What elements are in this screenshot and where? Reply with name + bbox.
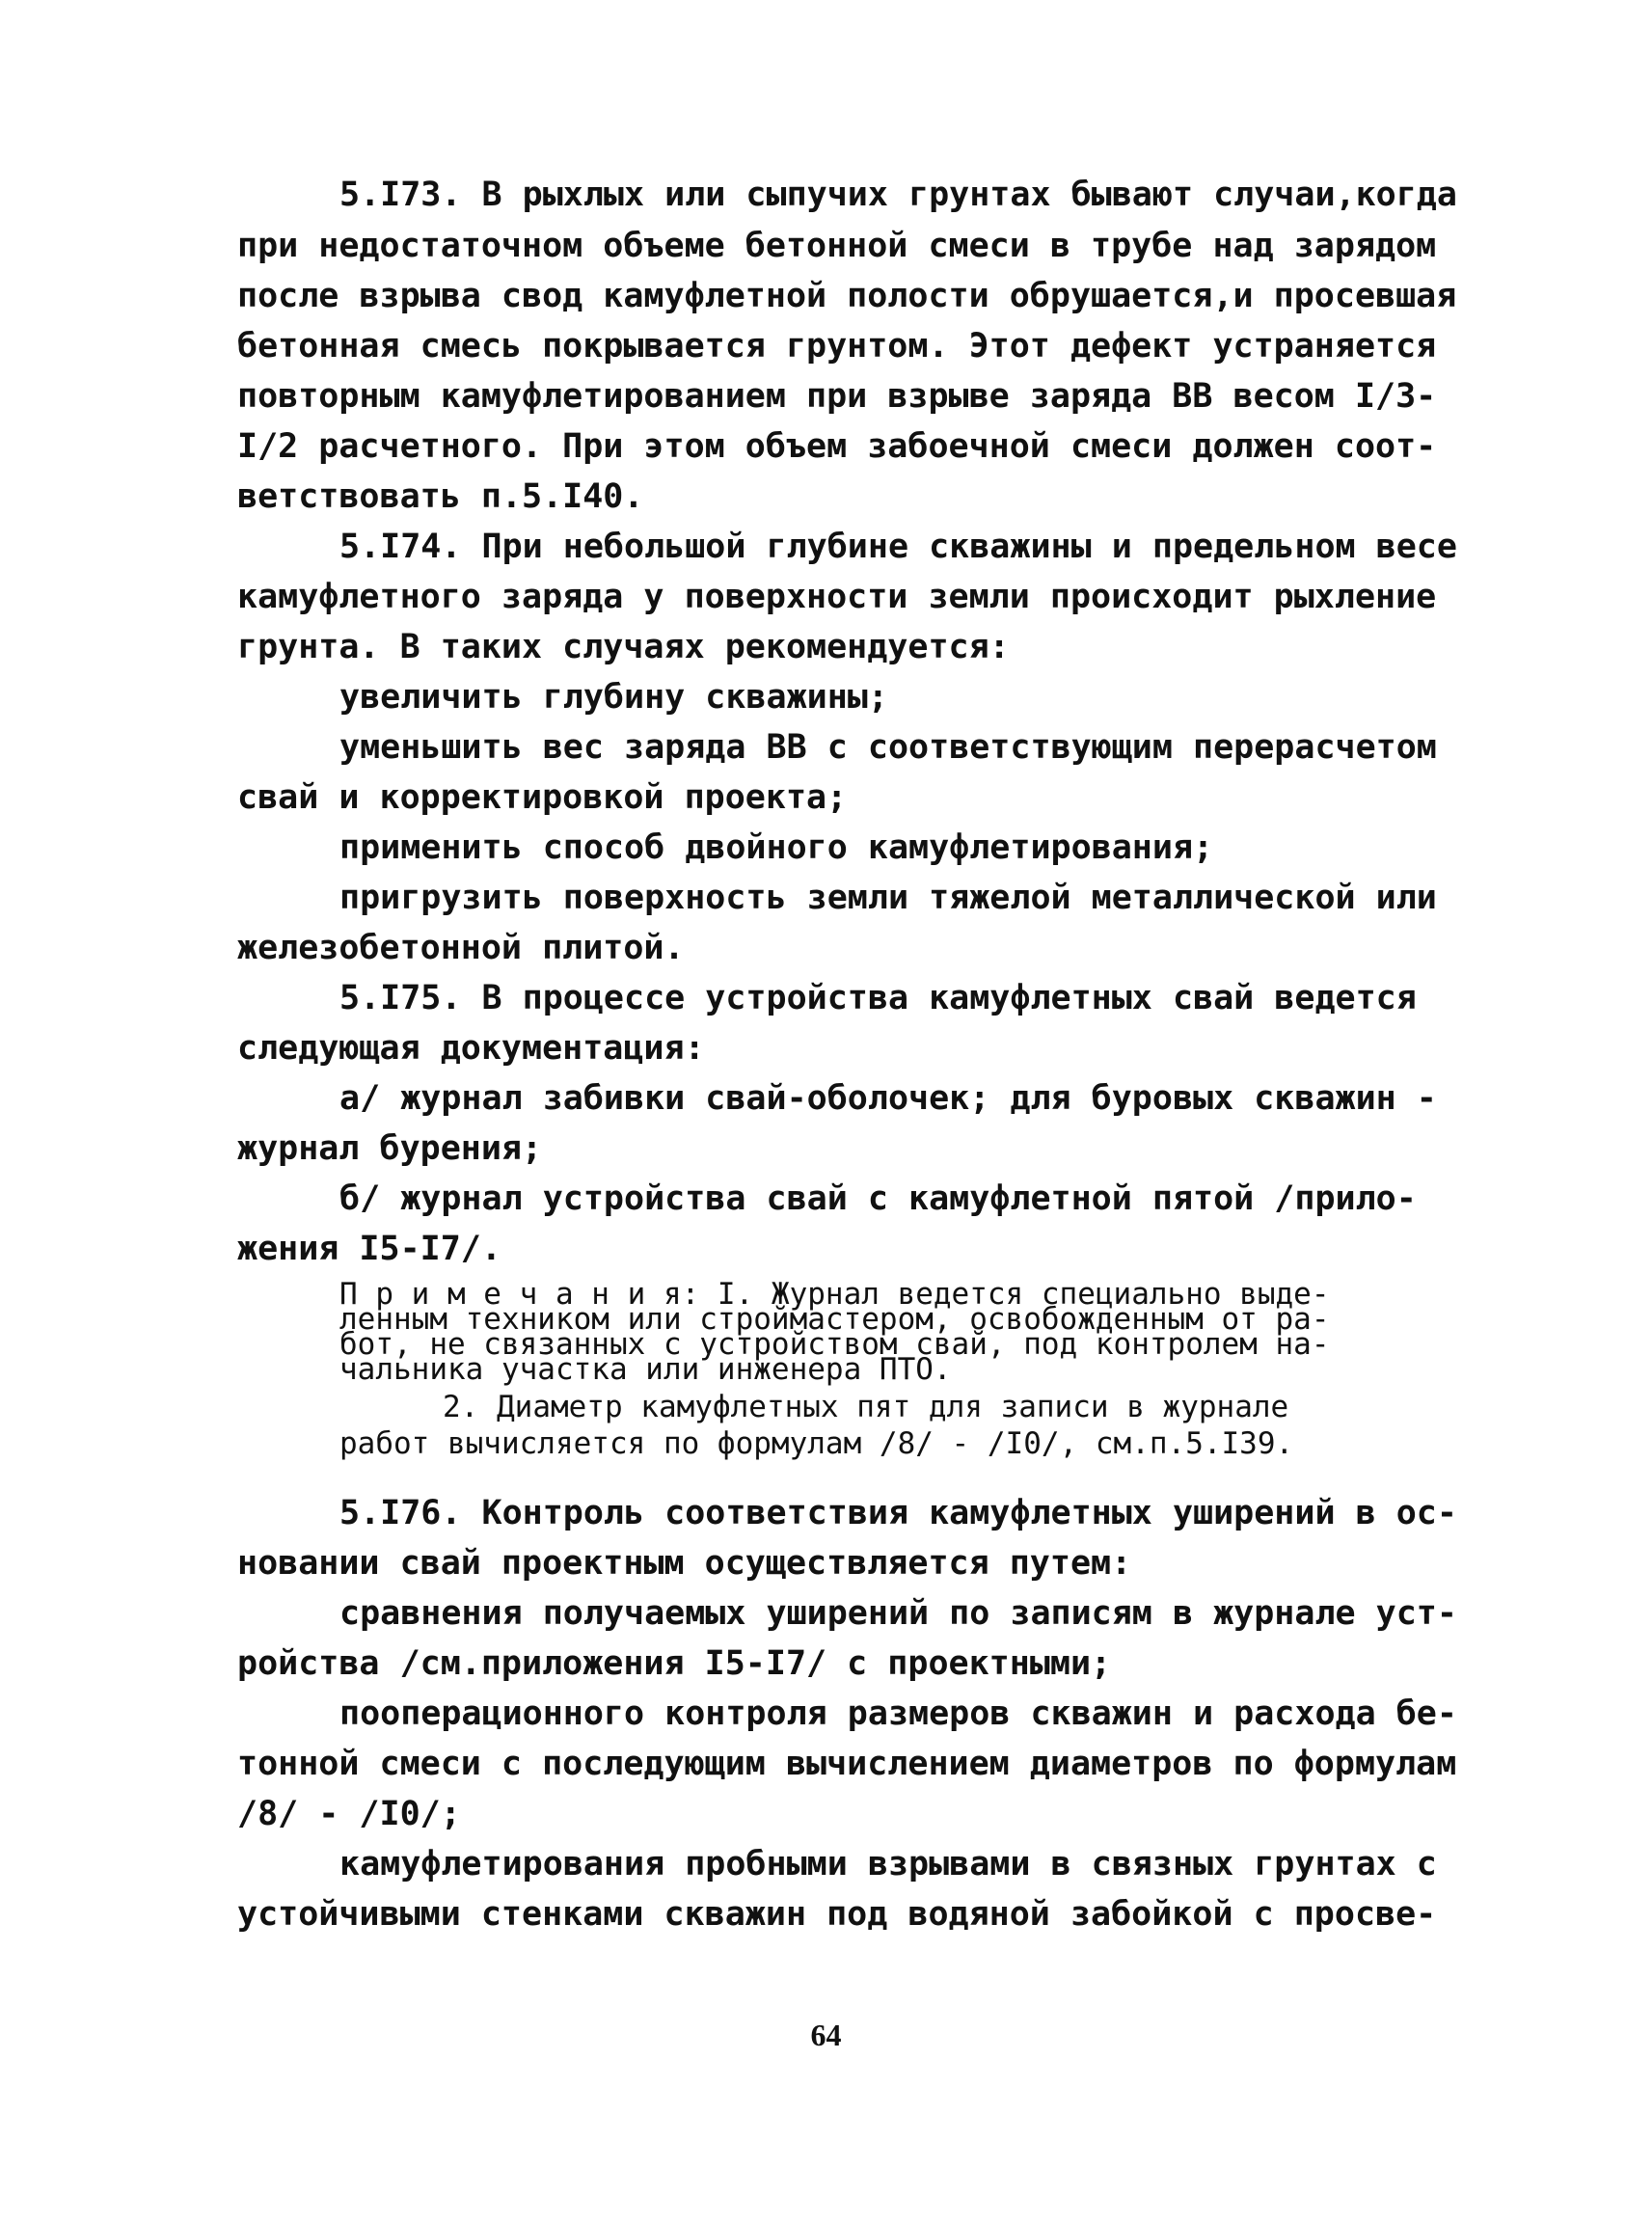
text-line: журнал бурения; [237,1129,543,1168]
text-line: ройства /см.приложения I5-I7/ с проектными; [237,1644,1112,1683]
list-item: камуфлетирования пробными взрывами в связных грунтах с [339,1845,1437,1883]
text-line: свай и корректировкой проекта; [237,778,848,817]
list-item: уменьшить вес заряда ВВ с соответствующим перерасчетом [339,728,1437,767]
text-line: новании свай проектным осуществляется путем: [237,1544,1132,1583]
text-line: следующая документация: [237,1029,705,1068]
note-line: бот, не связанных с устройством свай, под контролем на- [339,1327,1330,1362]
text-line: 5.I74. При небольшой глубине скважины и предельном весе [339,528,1457,566]
text-line: 5.I76. Контроль соответствия камуфлетных уширений в ос- [339,1494,1457,1532]
text-line: жения I5-I7/. [237,1230,501,1268]
text-line: при недостаточном объеме бетонной смеси в трубе над зарядом [237,227,1437,265]
list-item: б/ журнал устройства свай с камуфлетной пятой /прило- [339,1179,1417,1218]
list-item: пооперационного контроля размеров скважин и расхода бе- [339,1694,1457,1733]
text-line: I/2 расчетного. При этом объем забоечной смеси должен соот- [237,427,1437,466]
text-line: тонной смеси с последующим вычислением диаметров по формулам [237,1745,1457,1783]
text-line: повторным камуфлетированием при взрыве заряда ВВ весом I/3- [237,377,1437,416]
text-line: ветствовать п.5.I40. [237,477,644,516]
text-line: 5.I75. В процессе устройства камуфлетных свай ведется [339,979,1417,1017]
text-line: камуфлетного заряда у поверхности земли происходит рыхление [237,578,1437,616]
note-line: П р и м е ч а н и я: I. Журнал ведется специально выде- [339,1277,1330,1312]
list-item: пригрузить поверхность земли тяжелой металлической или [339,879,1437,917]
text-line: /8/ - /I0/; [237,1795,461,1833]
text-line: грунта. В таких случаях рекомендуется: [237,628,1010,666]
page-number: 64 [810,2018,842,2052]
text-line: после взрыва свод камуфлетной полости обрушается,и просевшая [237,277,1457,315]
list-item: сравнения получаемых уширений по записям в журнале уст- [339,1594,1457,1633]
note-line: ленным техником или строймастером, освобожденным от ра- [339,1302,1330,1337]
text-line: 5.I73. В рыхлых или сыпучих грунтах бывают случаи,когда [339,176,1457,214]
note-line: 2. Диаметр камуфлетных пят для записи в журнале [443,1390,1289,1424]
note-line: работ вычисляется по формулам /8/ - /I0/, см.п.5.I39. [339,1426,1294,1461]
text-line: бетонная смесь покрывается грунтом. Этот дефект устраняется [237,327,1437,366]
list-item: а/ журнал забивки свай-оболочек; для буровых скважин - [339,1079,1437,1118]
text-line: устойчивыми стенками скважин под водяной забойкой с просве- [237,1895,1437,1934]
note-line: чальника участка или инженера ПТО. [339,1352,952,1387]
list-item: увеличить глубину скважины; [339,678,888,717]
text-line: железобетонной плитой. [237,929,685,967]
list-item: применить способ двойного камуфлетирования; [339,828,1214,867]
